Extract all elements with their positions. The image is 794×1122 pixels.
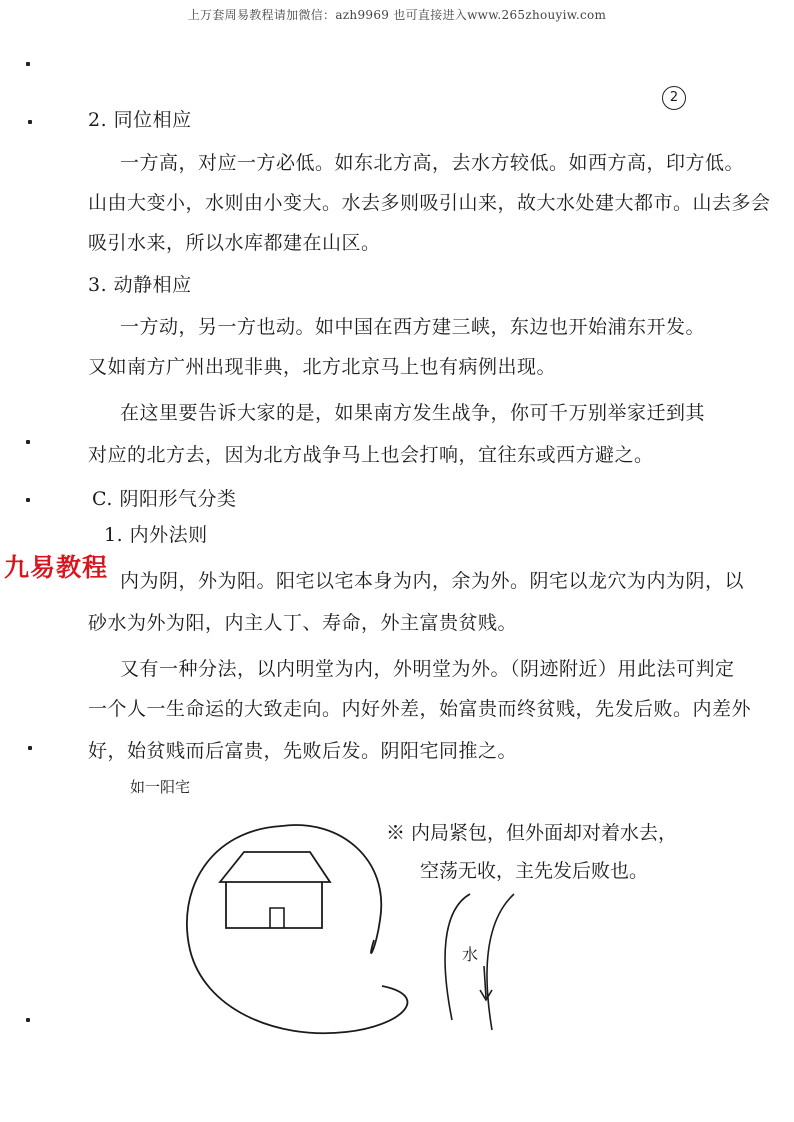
house-door xyxy=(270,908,284,928)
text-line: 吸引水来，所以水库都建在山区。 xyxy=(88,232,381,254)
section-heading-3: 3. 动静相应 xyxy=(88,274,192,296)
water-label: 水 xyxy=(462,945,479,964)
house-water-diagram xyxy=(170,790,530,1050)
margin-mark xyxy=(28,120,32,124)
water-line-right xyxy=(487,894,514,1030)
margin-mark xyxy=(28,746,32,750)
text-line: 一个人一生命运的大致走向。内好外差，始富贵而终贫贱，先发后败。内差外 xyxy=(88,698,752,720)
enclosure-circle-right xyxy=(282,825,381,953)
page-header-banner: 上万套周易教程请加微信：azh9969 也可直接进入www.265zhouyiw.com xyxy=(187,8,607,22)
page-number: 2 xyxy=(662,86,686,110)
margin-mark xyxy=(26,62,30,66)
house-roof xyxy=(220,852,330,882)
section-heading-c: C. 阴阳形气分类 xyxy=(92,488,237,510)
text-line: 山由大变小，水则由小变大。水去多则吸引山来，故大水处建大都市。山去多会 xyxy=(88,192,771,214)
text-line: 内为阴，外为阳。阳宅以宅本身为内，余为外。阴宅以龙穴为内为阴，以 xyxy=(120,570,745,592)
subsection-heading-1: 1. 内外法则 xyxy=(104,524,208,546)
text-line: 在这里要告诉大家的是，如果南方发生战争，你可千万别举家迁到其 xyxy=(120,402,706,424)
text-line: 一方动，另一方也动。如中国在西方建三峡，东边也开始浦东开发。 xyxy=(120,316,706,338)
text-line: 好，始贫贱而后富贵，先败后发。阴阳宅同推之。 xyxy=(88,740,518,762)
text-line: 对应的北方去，因为北方战争马上也会打响，宜往东或西方避之。 xyxy=(88,444,654,466)
figure-caption: 如一阳宅 xyxy=(130,778,191,796)
section-heading-2: 2. 同位相应 xyxy=(88,109,192,131)
text-line: 砂水为外为阳，内主人丁、寿命，外主富贵贫贱。 xyxy=(88,612,518,634)
margin-mark xyxy=(26,498,30,502)
figure-note-line: ※ 内局紧包，但外面却对着水去， xyxy=(386,822,678,844)
margin-mark xyxy=(26,440,30,444)
text-line: 一方高，对应一方必低。如东北方高，去水方较低。如西方高，印方低。 xyxy=(120,152,745,174)
text-line: 又有一种分法，以内明堂为内，外明堂为外。（阴迹附近）用此法可判定 xyxy=(120,658,735,680)
figure-note-line: 空荡无收，主先发后败也。 xyxy=(420,860,649,882)
watermark-logo: 九易教程 xyxy=(4,553,109,582)
text-line: 又如南方广州出现非典，北方北京马上也有病例出现。 xyxy=(88,356,557,378)
enclosure-circle-left xyxy=(187,826,408,1033)
house-walls xyxy=(226,882,322,928)
water-flow-arrow-icon xyxy=(480,966,492,1000)
margin-mark xyxy=(26,1018,30,1022)
